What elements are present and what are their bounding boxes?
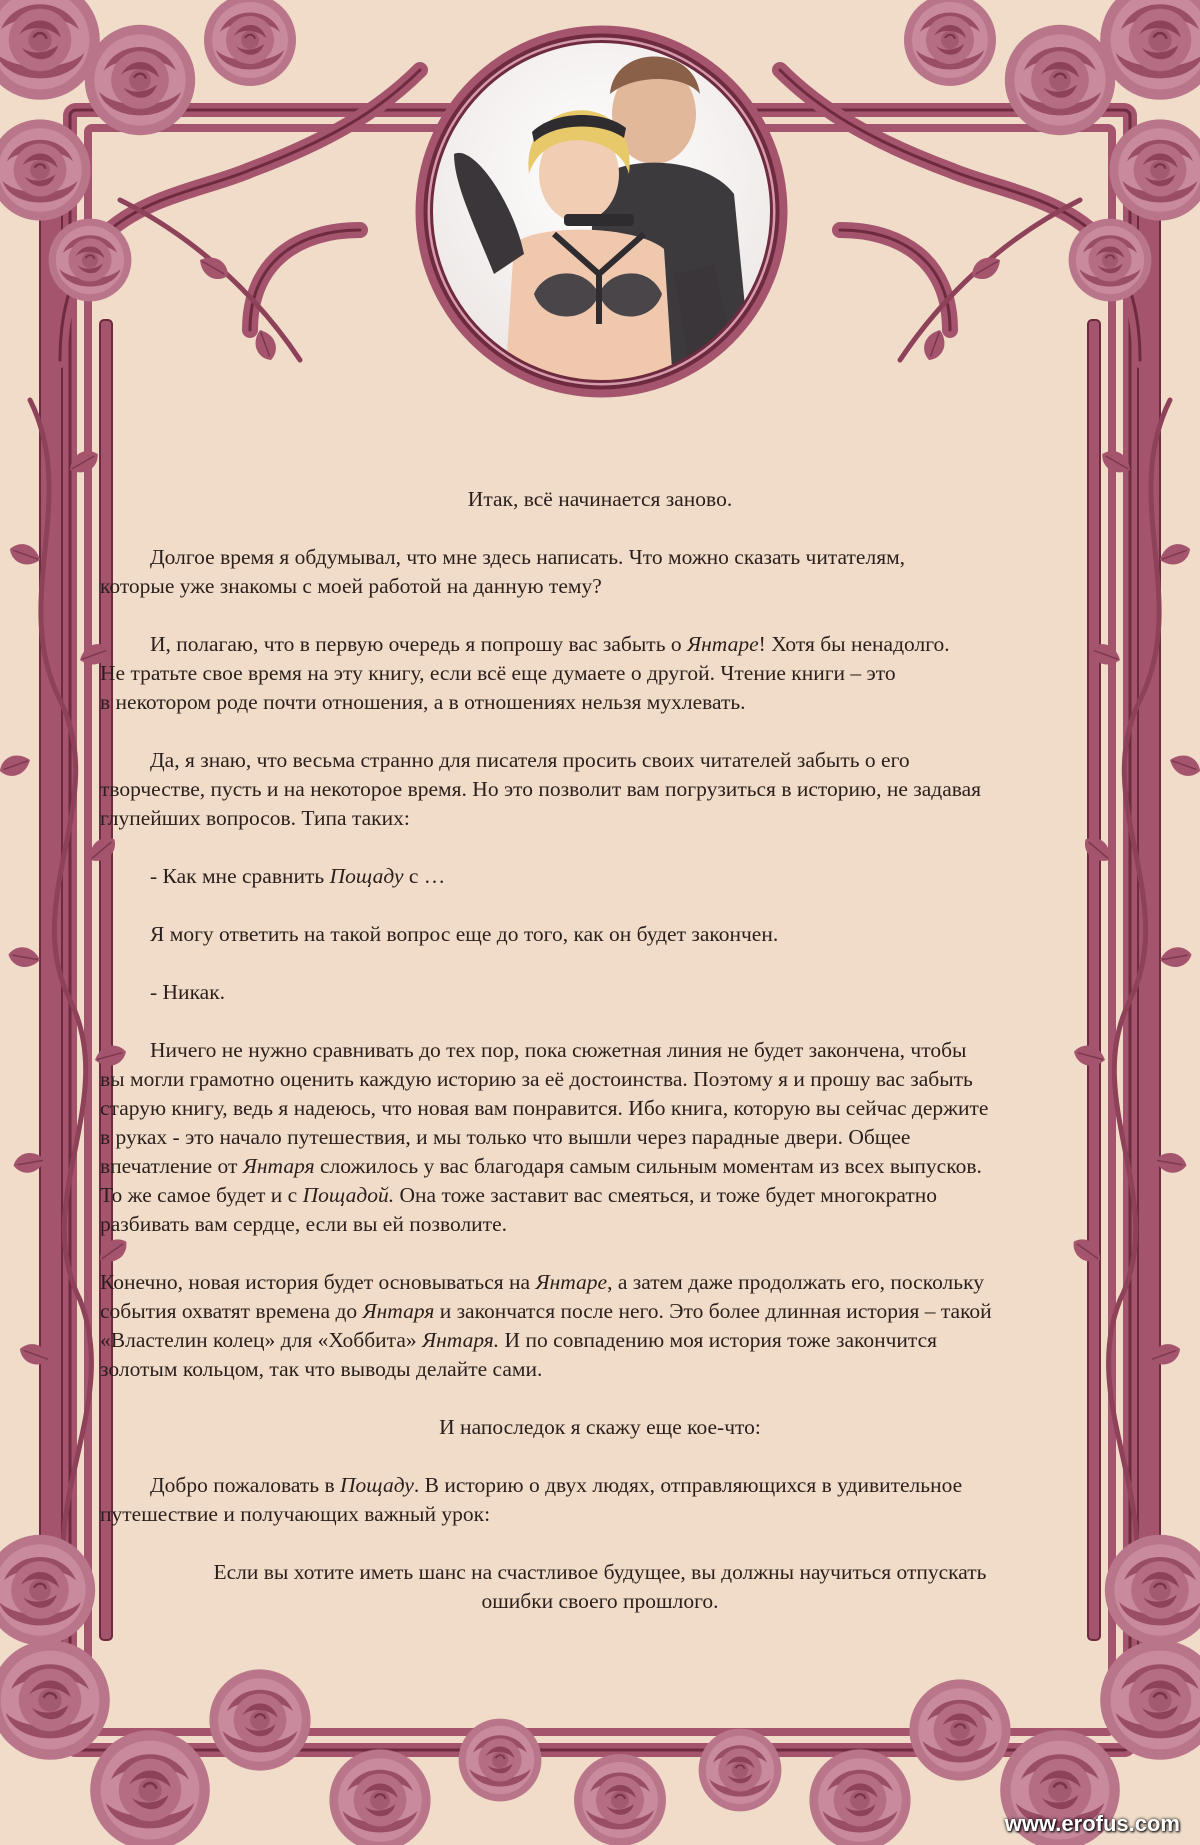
paragraph-11: Добро пожаловать в Пощаду. В историю о двух людях, отправляющихся в удивительное путешествие и получающих важный урок: [100, 1473, 963, 1526]
preface-text [100, 485, 1100, 1645]
paragraph-8: Ничего не нужно сравнивать до тех пор, пока сюжетная линия не будет закончена, чтобы вы могли грамотно оценить каждую историю за её достоинства. Поэтому я и прошу вас забыть старую книгу, ведь я надеюсь, что новая вам понравится. Ибо книга, которую вы сейчас держите в руках - это начало путешествия, и мы только что вышли через парадные двери. Общее впечатление от Янтаря сложилось у вас благодаря самым сильным моментам из всех выпусков. То же самое будет и с Пощадой. Она тоже заставит вас смеяться, и тоже будет многократно разбивать вам сердце, если вы ей позволите. [100, 1038, 989, 1236]
watermark: www.erofus.com [1004, 1811, 1180, 1836]
paragraph-5: - Как мне сравнить Пощаду с … [150, 864, 446, 888]
paragraph-3: И, полагаю, что в первую очередь я попрошу вас забыть о Янтаре! Хотя бы ненадолго. Не тратьте свое время на эту книгу, если всё еще думаете о другой. Чтение книги – это в некотором роде почти отношения, а в отношениях нельзя мухлевать. [100, 632, 950, 714]
paragraph-7: - Никак. [150, 980, 226, 1004]
paragraph-12: Если вы хотите иметь шанс на счастливое будущее, вы должны научиться отпускать ошибки своего прошлого. [213, 1560, 987, 1613]
paragraph-9: Конечно, новая история будет основываться на Янтаре, а затем даже продолжать его, поскольку события охватят времена до Янтаря и закончатся после него. Это более длинная история – такой «Властелин колец» для «Хоббита» Янтаря. И по совпадению моя история тоже закончится золотым кольцом, так что выводы делайте сами. [100, 1270, 992, 1381]
paragraph-1: Итак, всё начинается заново. [467, 487, 733, 511]
couple-portrait-medallion [414, 24, 789, 399]
paragraph-4: Да, я знаю, что весьма странно для писателя просить своих читателей забыть о его творчестве, пусть и на некоторое время. Но это позволит вам погрузиться в историю, не задавая глупейших вопросов. Типа таких: [100, 748, 982, 830]
paragraph-2: Долгое время я обдумывал, что мне здесь написать. Что можно сказать читателям, которые уже знакомы с моей работой на данную тему? [100, 545, 906, 598]
paragraph-6: Я могу ответить на такой вопрос еще до того, как он будет закончен. [150, 922, 779, 946]
paragraph-10: И напоследок я скажу еще кое-что: [439, 1415, 761, 1439]
